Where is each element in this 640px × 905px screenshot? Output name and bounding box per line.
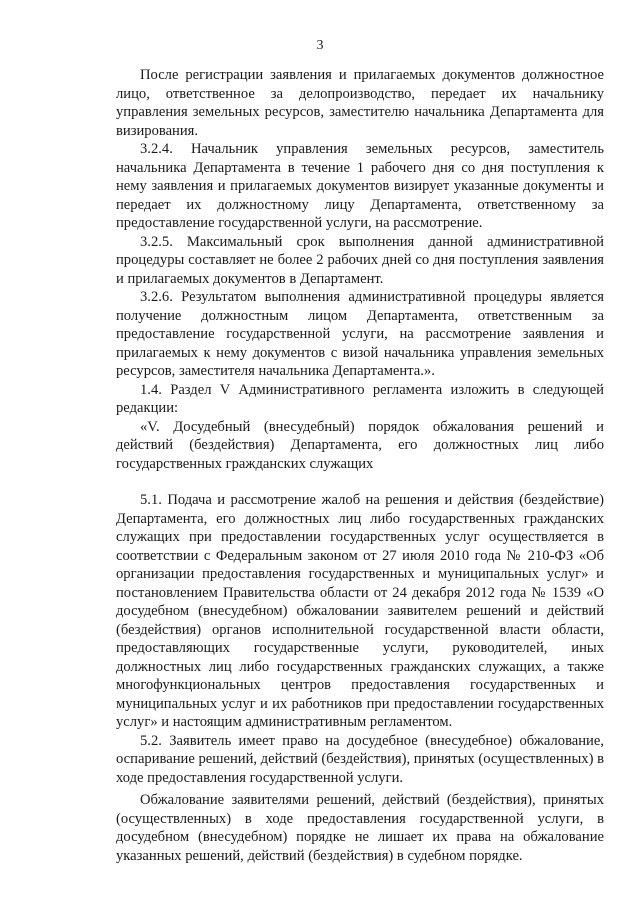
section-v-heading: «V. Досудебный (внесудебный) порядок обжалования решений и действий (бездействия) Департамента, его должностных лиц либо государственных гражданских служащих xyxy=(116,418,604,472)
paragraph-3-2-6: 3.2.6. Результатом выполнения административной процедуры является получение должностным лицом Департамента, ответственным за предоставление государственной услуги, на рассмотрение заявления и прилагаемых к нему документов с визой начальника управления земельных ресурсов, заместителя начальника Департамента.». xyxy=(116,289,604,379)
paragraph-3-2-4: 3.2.4. Начальник управления земельных ресурсов, заместитель начальника Департамента в течение 1 рабочего дня со дня поступления к нему заявления и прилагаемых документов визирует указанные документы и передает их должностному лицу Департамента, ответственному за предоставление государственной услуги, на рассмотрение. xyxy=(116,141,604,231)
paragraph-5-1: 5.1. Подача и рассмотрение жалоб на решения и действия (бездействие) Департамента, его должностных лиц либо государственных гражданских служащих при предоставлении государственных услуг осуществляется в соответствии с Федеральным законом от 27 июля 2010 года № 210-ФЗ «Об организации предоставления государственных и муниципальных услуг» и постановлением Правительства области от 24 декабря 2012 года № 1539 «О досудебном (внесудебном) обжаловании заявителем решений и действий (бездействия) органов исполнительной государственной власти области, предоставляющих государственные услуги, руководителей, иных должностных лиц либо государственных гражданских служащих, а также многофункциональных центров предоставления государственных и муниципальных услуг и их работников при предоставлении государственных услуг» и настоящим административным регламентом. xyxy=(116,492,604,730)
paragraph-appeal-rights: Обжалование заявителями решений, действий (бездействия), принятых (осуществленных) в ходе предоставления государственной услуги, в досудебном (внесудебном) порядке не лишает их права на обжалование указанных решений, действий (бездействия) в судебном порядке. xyxy=(116,792,604,864)
page-number: 3 xyxy=(316,38,324,53)
paragraph-5-2: 5.2. Заявитель имеет право на досудебное (внесудебное) обжалование, оспаривание решений, действий (бездействия), принятых (осуществленных) в ходе предоставления государственной услуги. xyxy=(116,732,604,786)
paragraph-3-2-5: 3.2.5. Максимальный срок выполнения данной административной процедуры составляет не более 2 рабочих дней со дня поступления заявления и прилагаемых документов в Департамент. xyxy=(116,233,604,287)
section-spacer xyxy=(116,473,604,491)
paragraph-1-4: 1.4. Раздел V Административного регламента изложить в следующей редакции: xyxy=(116,381,604,416)
document-body xyxy=(116,66,604,865)
paragraph-registration: После регистрации заявления и прилагаемых документов должностное лицо, ответственное за делопроизводство, передает их начальнику управления земельных ресурсов, заместителю начальника Департамента для визирования. xyxy=(116,67,604,139)
